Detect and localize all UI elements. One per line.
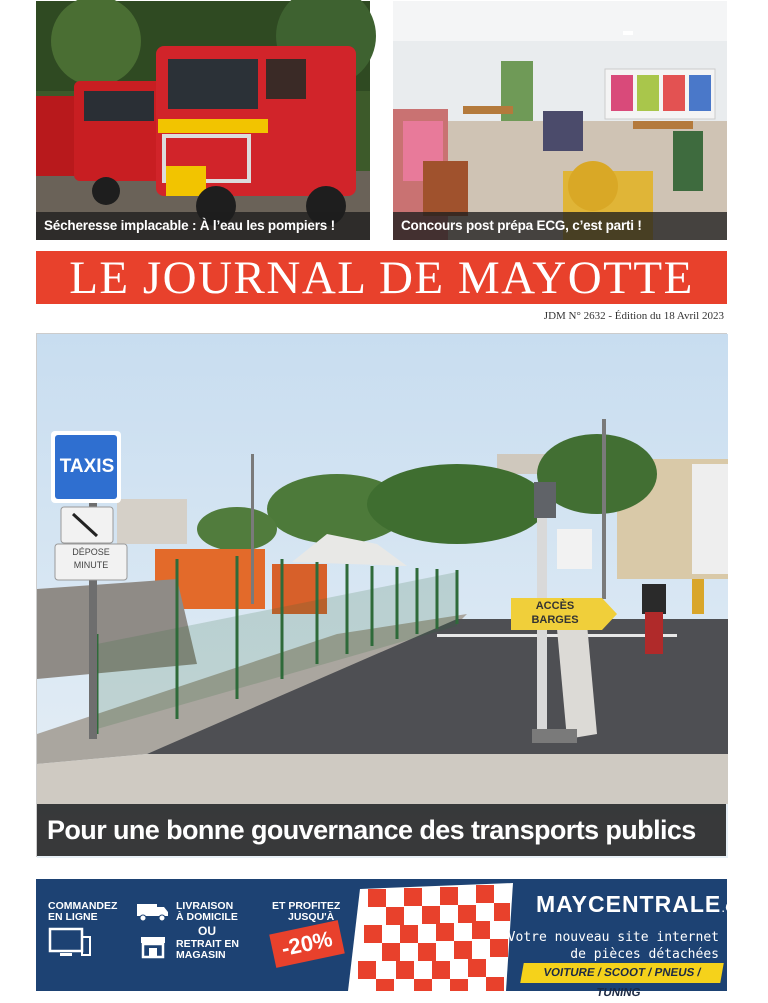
ad-pickup-line-1: RETRAIT EN	[176, 938, 239, 950]
ad-brand-tld: .COM	[721, 899, 758, 915]
acces-sign-line-1: ACCÈS	[535, 600, 575, 612]
depose-sign-line-2: MINUTE	[73, 560, 109, 570]
fire-trucks-photo	[36, 1, 370, 240]
story-caption[interactable]: Sécheresse implacable : À l’eau les pompiers !	[36, 212, 370, 240]
ad-delivery-line-2: À DOMICILE	[176, 911, 238, 923]
ad-tagline-line-1: Votre nouveau site internet	[507, 930, 719, 945]
road-photo	[37, 334, 728, 858]
edition-line: JDM N° 2632 - Édition du 18 Avril 2023	[543, 310, 724, 322]
computer-icon	[48, 927, 92, 959]
ad-or: OU	[198, 924, 216, 938]
depose-sign-line-1: DÉPOSE	[72, 547, 110, 557]
ad-order-line-2: EN LIGNE	[48, 911, 98, 923]
ad-order-line-1: COMMANDEZ	[48, 900, 118, 912]
ad-pickup-line-2: MAGASIN	[176, 949, 226, 961]
store-icon	[140, 935, 166, 959]
ad-delivery-line-1: LIVRAISON	[176, 900, 234, 912]
taxis-sign-text: TAXIS	[59, 456, 115, 477]
ad-tagline-line-2: de pièces détachées	[570, 947, 719, 962]
maycentrale-ad[interactable]	[36, 879, 758, 999]
ad-categories: VOITURE / SCOOT / PNEUS / TUNING	[520, 963, 724, 983]
story-caption[interactable]: Concours post prépa ECG, c’est parti !	[393, 212, 727, 240]
main-story[interactable]	[36, 333, 727, 857]
checkered-flag	[348, 883, 518, 991]
ad-tagline	[499, 929, 719, 963]
story-thumb-exam[interactable]	[393, 1, 727, 240]
classroom-photo	[393, 1, 727, 240]
acces-sign-line-2: BARGES	[531, 614, 579, 626]
story-thumb-firefighters[interactable]	[36, 1, 370, 240]
journal-title: LE JOURNAL DE MAYOTTE	[69, 252, 694, 304]
ad-brand-name: MAYCENTRALE	[536, 891, 722, 917]
ad-profit-line-1: ET PROFITEZ	[272, 900, 341, 912]
truck-icon	[136, 901, 170, 923]
ad-discount-badge: -20%	[269, 920, 345, 968]
main-headline[interactable]: Pour une bonne gouvernance des transports publics	[37, 804, 726, 856]
ad-profit-line-2: JUSQU'À	[288, 911, 335, 923]
masthead	[36, 251, 727, 304]
ad-brand	[536, 891, 758, 918]
